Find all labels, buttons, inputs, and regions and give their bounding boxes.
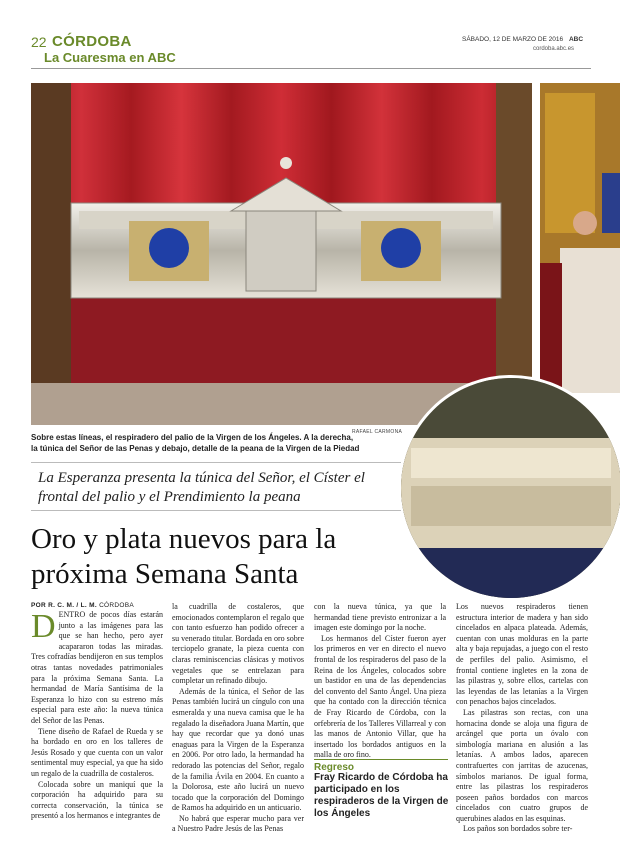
date-text: SÁBADO, 12 DE MARZO DE 2016 xyxy=(462,36,564,43)
main-photo-illustration xyxy=(31,83,532,425)
deck-bottom-rule xyxy=(31,510,401,511)
photo-peana-detalle xyxy=(398,375,620,601)
section-title: CÓRDOBA xyxy=(52,33,132,50)
paragraph: No habrá que esperar mucho para ver a Nuestro Padre Jesús de las Penas xyxy=(172,813,304,834)
paragraph: ENTRO de pocos días estarán junto a las imágenes para las que se han hecho, pero ayer acapararon todas las miradas. Tres cofradías bendijeron en sus templos otras tantas novedades patrimoniales para la próxima Semana Santa. La hermandad de María Santísima de la Esperanza lo hizo con su estreno más especial para este año: la nueva túnica del Señor de las Penas. xyxy=(31,610,163,725)
paragraph: Además de la túnica, el Señor de las Penas también lucirá un cíngulo con una esmeralda y una nueva camisa que le ha regalado la diseñadora Juana Martín, que hay que recordar que ya donó unas enaguas para la Virgen de la Esperanza en 2006. Por otro lado, la hermandad ha redorado las potencias del Señor, regalo de la familia Ávila en 2004. En cuanto a la Dolorosa, este año lucirá un nuevo tocado que la corporación del Domingo de Ramos ha adquirido en un anticuario. xyxy=(172,686,304,813)
paragraph: Los hermanos del Císter fueron ayer los primeros en ver en directo el nuevo frontal de los respiraderos del paso de la Reina de los Ángeles, colocados sobre un bastidor en una de las dependencias del convento del Santo Ángel. Una pieza que ha contado con la dirección técnica de Fray Ricardo de Córdoba, con la orfebrería de los Talleres Villarreal y con las manos de Antonio Villar, que ha insertado los bordados antiguos en la malla de oro fino. xyxy=(314,633,446,760)
sidebar-label: Regreso xyxy=(314,762,355,773)
article-column-2 xyxy=(172,602,304,835)
dateline xyxy=(462,36,583,43)
brand-name: ABC xyxy=(568,36,584,43)
sidebar-rule xyxy=(314,759,448,760)
article-headline: Oro y plata nuevos para la próxima Semana Santa xyxy=(31,523,337,590)
photo-tunica-senor-penas xyxy=(540,83,620,393)
paragraph: Las pilastras son rectas, con una hornacina donde se aloja una figura de arcángel que porta un óvalo con simbología mariana en alusión a las letanías. A ambos lados, aparecen contrafuertes con jarritas de azucenas, símbolos marianos. De igual forma, entre las pilastras los respiraderos poseen paños bordados con marcos cincelados con cuatro grupos de querubines alados en las esquinas. xyxy=(456,707,588,823)
main-photo-respiradero xyxy=(31,83,532,425)
right-photo-illustration xyxy=(540,83,620,393)
website-url: cordoba.abc.es xyxy=(533,46,575,52)
header-rule xyxy=(31,68,591,69)
photo-caption: Sobre estas líneas, el respiradero del palio de la Virgen de los Ángeles. A la derecha, la túnica del Señor de las Penas y debajo, detalle de la peana de la Virgen de la Piedad xyxy=(31,433,360,453)
sidebar-title: Fray Ricardo de Córdoba ha participado en los respiraderos de la Virgen de los Ángeles xyxy=(314,772,449,819)
byline-authors: POR R. C. M. / L. M. xyxy=(31,602,97,609)
paragraph: Los paños son bordados sobre ter- xyxy=(463,824,573,834)
deck-top-rule xyxy=(31,462,401,463)
article-column-1 xyxy=(31,610,163,822)
paragraph: con la nueva túnica, ya que la hermandad tiene previsto entronizar a la imagen este domingo por la noche. xyxy=(314,602,446,633)
paragraph: Colocada sobre un maniquí que la corporación ha adquirido para su correcta conservación, la túnica se presentó a los hermanos e integrantes de xyxy=(31,779,163,821)
drop-cap: D xyxy=(31,608,56,645)
subsection-title: La Cuaresma en ABC xyxy=(44,50,176,65)
page-number: 22 xyxy=(31,34,47,50)
byline-place: CÓRDOBA xyxy=(99,602,135,609)
paragraph: la cuadrilla de costaleros, que emocionados contemplaron el regalo que con tanto esfuerzo han podido ofrecer a su venerado titular. Bordada en oro sobre terciopelo granate, la pieza cuenta con claras reminiscencias clásicas y motivos vegetales que se entrelazan para completar un refinado dibujo. xyxy=(172,602,304,686)
article-column-4 xyxy=(456,602,588,835)
circle-photo-illustration xyxy=(401,378,620,598)
article-deck: La Esperanza presenta la túnica del Señor, el Císter el frontal del palio y el Prendimiento la peana xyxy=(38,470,365,505)
photo-credit: RAFAEL CARMONA xyxy=(352,429,403,435)
article-column-3 xyxy=(314,602,446,761)
paragraph: Los nuevos respiraderos tienen estructura interior de madera y han sido cincelados en alpaca plateada. Además, cuentan con unas molduras en la parte alta y baja repujadas, a juego con el resto de perfiles del palio. Asimismo, el frontal contiene ingletes en la zona de las pilastras y, sobre ellos, cartelas con las leyendas de las letanías a la Virgen con penachos bajos cincelados. xyxy=(456,602,588,707)
paragraph: Tiene diseño de Rafael de Rueda y se ha bordado en oro en los talleres de Jesús Rosado y que cuenta con un valor sentimental muy especial, ya que ha sido un regalo de la cuadrilla de costaleros. xyxy=(31,726,163,778)
